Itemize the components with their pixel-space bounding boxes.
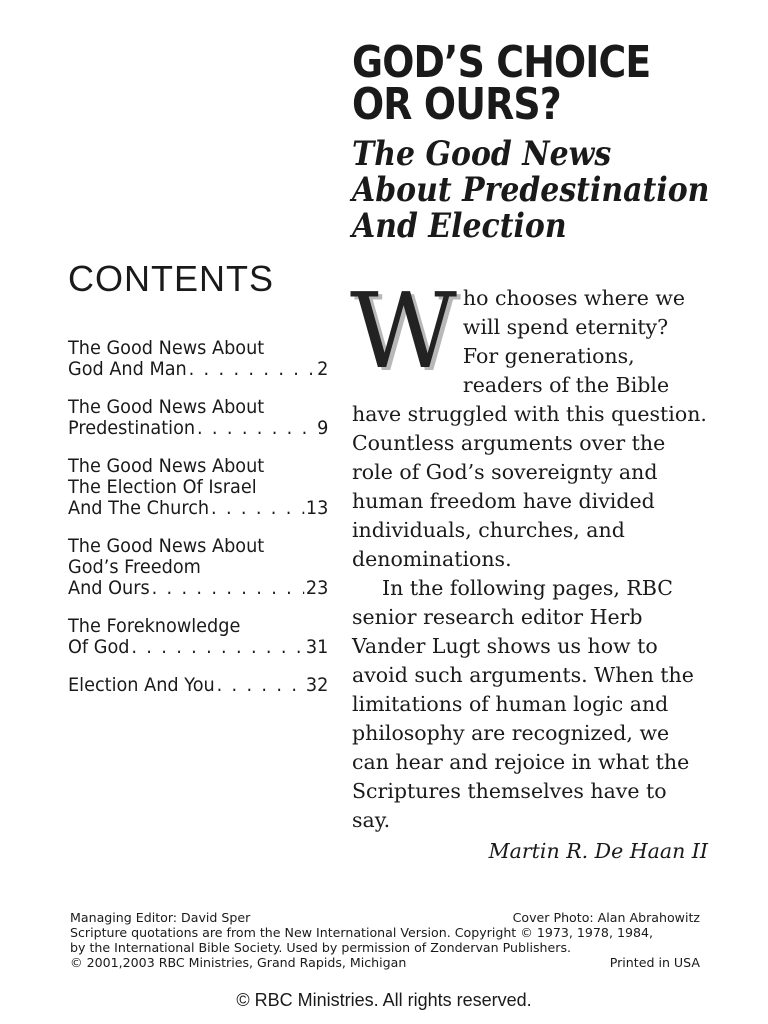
toc-entry-last-line [68, 675, 328, 696]
toc-entry-title-line: The Good News About [68, 396, 265, 418]
subtitle [352, 134, 710, 246]
subtitle-line: And Election [352, 206, 567, 246]
contents-heading: CONTENTS [68, 258, 274, 299]
toc-page-number: 23 [305, 577, 329, 599]
toc-dot-leader [152, 578, 304, 599]
toc-entry [68, 536, 328, 599]
printed-in: Printed in USA [609, 955, 700, 970]
signature: Martin R. De Haan II [488, 839, 708, 863]
main-title-line1: GOD’S CHOICE [352, 37, 651, 88]
credits-row [70, 955, 700, 970]
toc-entry [68, 397, 328, 439]
toc-page-number: 32 [305, 674, 329, 696]
title-block [352, 37, 752, 246]
toc-dot-leader [131, 637, 304, 658]
toc-page-number: 13 [305, 497, 329, 519]
intro-paragraph-2: In the following pages, RBC senior research editor Herb Vander Lugt shows us how to avoid such arguments. When the limitations of human logic and philosophy are recognized, we can hear and rejoice in what the Scriptures themselves have to say. [352, 576, 694, 832]
credits [70, 910, 700, 970]
toc-entry [68, 456, 328, 519]
toc-entry-title-line: And The Church [68, 497, 210, 519]
copyright-line: © 2001,2003 RBC Ministries, Grand Rapids, Michigan [70, 955, 407, 970]
scripture-notice: by the International Bible Society. Used by permission of Zondervan Publishers. [70, 940, 572, 955]
toc-entry-title-line: The Election Of Israel [68, 476, 257, 498]
drop-cap: W [350, 270, 457, 392]
toc-entry [68, 338, 328, 380]
scripture-notice: Scripture quotations are from the New International Version. Copyright © 1973, 1978, 1984, [70, 925, 654, 940]
toc-entry-last-line [68, 359, 328, 380]
toc-dot-leader [211, 498, 304, 519]
toc-entry-last-line [68, 418, 328, 439]
credits-row [70, 910, 700, 925]
toc-entry-title-line: Predestination [68, 417, 196, 439]
main-title-line2: OR OURS? [352, 79, 561, 130]
toc-entry-title-line: God’s Freedom [68, 556, 201, 578]
toc-entry-title-line: The Good News About [68, 337, 265, 359]
toc-list [68, 338, 328, 696]
toc-entry-title-line: Election And You [68, 674, 215, 696]
toc-entry-title-line: The Foreknowledge [68, 615, 241, 637]
toc-entry-last-line [68, 578, 328, 599]
subtitle-line: The Good News [352, 134, 612, 174]
toc-entry [68, 616, 328, 658]
toc-dot-leader [189, 359, 316, 380]
toc-entry-title-line: The Good News About [68, 535, 265, 557]
toc-page-number: 9 [317, 417, 329, 439]
toc-entry-title-line: The Good News About [68, 455, 265, 477]
managing-editor: Managing Editor: David Sper [70, 910, 251, 925]
toc-entry-title-line: God And Man [68, 358, 187, 380]
intro-paragraph-1: ho chooses where we will spend eternity? For generations, readers of the Bible have struggled with this question. Countless arguments over the role of God’s sovereignty and human freedom have divided individuals, churches, and denominations. [352, 286, 707, 571]
toc-entry-title-line: Of God [68, 636, 130, 658]
toc-page-number: 2 [317, 358, 329, 380]
toc-entry-last-line [68, 637, 328, 658]
copyright-bar: © RBC Ministries. All rights reserved. [236, 990, 532, 1010]
cover-photo-credit: Cover Photo: Alan Abrahowitz [512, 910, 700, 925]
contents-section [68, 258, 328, 713]
toc-page-number: 31 [305, 636, 329, 658]
toc-entry-last-line [68, 498, 328, 519]
toc-entry [68, 675, 328, 696]
subtitle-line: About Predestination [352, 170, 710, 210]
intro-text [350, 270, 708, 866]
toc-dot-leader [217, 675, 304, 696]
toc-dot-leader [197, 418, 315, 439]
toc-entry-title-line: And Ours [68, 577, 150, 599]
main-title [352, 37, 696, 130]
